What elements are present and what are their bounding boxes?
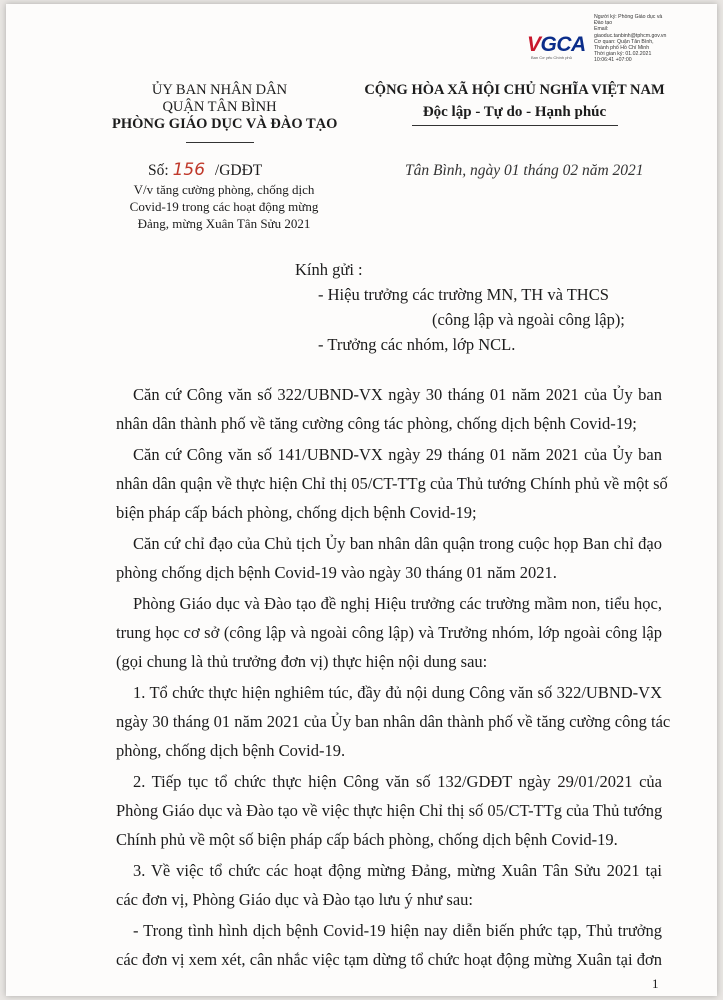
agency-line-2: QUẬN TÂN BÌNH xyxy=(162,99,277,115)
paragraph-line: (gọi chung là thủ trưởng đơn vị) thực hiện nội dung sau: xyxy=(116,652,488,671)
paragraph-line: 2. Tiếp tục tổ chức thực hiện Công văn số 132/GDĐT ngày 29/01/2021 của xyxy=(133,772,662,791)
subject-line: Đảng, mừng Xuân Tân Sửu 2021 xyxy=(137,216,311,231)
paragraph-line: nhân dân quận về thực hiện Chỉ thị 05/CT-TTg của Thủ tướng Chính phủ về một số xyxy=(116,474,668,493)
logo-text: GCA xyxy=(540,33,586,56)
motto-underline xyxy=(412,125,618,126)
logo-subtext: Ban Cơ yếu Chính phủ xyxy=(531,55,572,60)
paragraph-line: - Trong tình hình dịch bệnh Covid-19 hiện nay diễn biến phức tạp, Thủ trưởng xyxy=(133,921,662,940)
agency-underline xyxy=(186,142,254,143)
agency-name: PHÒNG GIÁO DỤC VÀ ĐÀO TẠO xyxy=(112,116,338,132)
paragraph-line: ngày 30 tháng 01 năm 2021 của Ủy ban nhân dân thành phố về tăng cường công tác xyxy=(116,712,671,731)
recipient-item: - Trưởng các nhóm, lớp NCL. xyxy=(318,335,516,354)
paragraph-line: Chính phủ về một số biện pháp cấp bách phòng, chống dịch bệnh Covid-19. xyxy=(116,830,618,849)
signature-line: Thành phố Hồ Chí Minh xyxy=(594,45,650,52)
subject-line: V/v tăng cường phòng, chống dịch xyxy=(133,182,315,197)
recipient-item: - Hiệu trưởng các trường MN, TH và THCS xyxy=(318,285,609,304)
subject-line: Covid-19 trong các hoạt động mừng xyxy=(129,199,319,214)
doc-number-suffix: /GDĐT xyxy=(214,162,263,179)
paragraph-line: phòng, chống dịch bệnh Covid-19. xyxy=(116,741,346,760)
agency-line-1: ỦY BAN NHÂN DÂN xyxy=(151,82,288,98)
paragraph-line: các đơn vị xem xét, cân nhắc việc tạm dừng tổ chức hoạt động mừng Xuân tại đơn xyxy=(116,950,662,969)
agency-header xyxy=(112,82,338,133)
recipient-note: (công lập và ngoài công lập); xyxy=(432,310,625,329)
signature-line: Người ký: Phòng Giáo dục và xyxy=(594,14,663,20)
signature-line: Cơ quan: Quận Tân Bình, xyxy=(594,38,654,45)
paragraph-line: Căn cứ Công văn số 141/UBND-VX ngày 29 tháng 01 năm 2021 của Ủy ban xyxy=(133,445,662,464)
signature-line: Đào tạo xyxy=(594,20,613,27)
paragraph-line: Căn cứ Công văn số 322/UBND-VX ngày 30 tháng 01 năm 2021 của Ủy ban xyxy=(133,385,662,404)
paragraph-line: 1. Tổ chức thực hiện nghiêm túc, đầy đủ nội dung Công văn số 322/UBND-VX xyxy=(133,683,662,702)
signature-line: Thời gian ký: 01.02.2021 xyxy=(594,51,652,58)
handwritten-number: 156 xyxy=(172,160,206,180)
paragraph-line: 3. Về việc tổ chức các hoạt động mừng Đảng, mừng Xuân Tân Sửu 2021 tại xyxy=(133,861,662,880)
paragraph-line: Phòng Giáo dục và Đào tạo đề nghị Hiệu trưởng các trường mầm non, tiểu học, xyxy=(133,594,662,613)
document-number xyxy=(148,160,262,180)
national-title: CỘNG HÒA XÃ HỘI CHỦ NGHĨA VIỆT NAM xyxy=(364,82,665,98)
paragraph-line: các đơn vị, Phòng Giáo dục và Đào tạo lưu ý như sau: xyxy=(116,890,473,909)
signature-info xyxy=(594,14,666,64)
vgca-logo: VGCA xyxy=(527,33,586,56)
paragraph-line: phòng chống dịch bệnh Covid-19 vào ngày 30 tháng 01 năm 2021. xyxy=(116,563,557,582)
recipients-title: Kính gửi : xyxy=(295,260,363,279)
paragraph-line: biện pháp cấp bách phòng, chống dịch bệnh Covid-19; xyxy=(116,503,477,522)
paragraph-line: nhân dân thành phố về tăng cường công tác phòng, chống dịch bệnh Covid-19; xyxy=(116,414,637,433)
signature-line: 10:06:41 +07:00 xyxy=(594,57,632,64)
place-date: Tân Bình, ngày 01 tháng 02 năm 2021 xyxy=(405,162,644,179)
signature-line: giaoduc.tanbinh@tphcm.gov.vn xyxy=(594,32,667,39)
subject xyxy=(118,181,330,232)
signature-line: Email: xyxy=(594,26,609,33)
paragraph-line: Căn cứ chỉ đạo của Chủ tịch Ủy ban nhân dân quận trong cuộc họp Ban chỉ đạo xyxy=(133,534,662,553)
national-motto: Độc lập - Tự do - Hạnh phúc xyxy=(422,104,607,120)
doc-number-prefix: Số: xyxy=(148,162,169,179)
paragraph-line: Phòng Giáo dục và Đào tạo về việc thực hiện Chỉ thị số 05/CT-TTg của Thủ tướng xyxy=(116,801,663,820)
page-number: 1 xyxy=(652,976,659,991)
paragraph-line: trung học cơ sở (công lập và ngoài công lập) và Trưởng nhóm, lớp ngoài công lập xyxy=(116,623,662,642)
